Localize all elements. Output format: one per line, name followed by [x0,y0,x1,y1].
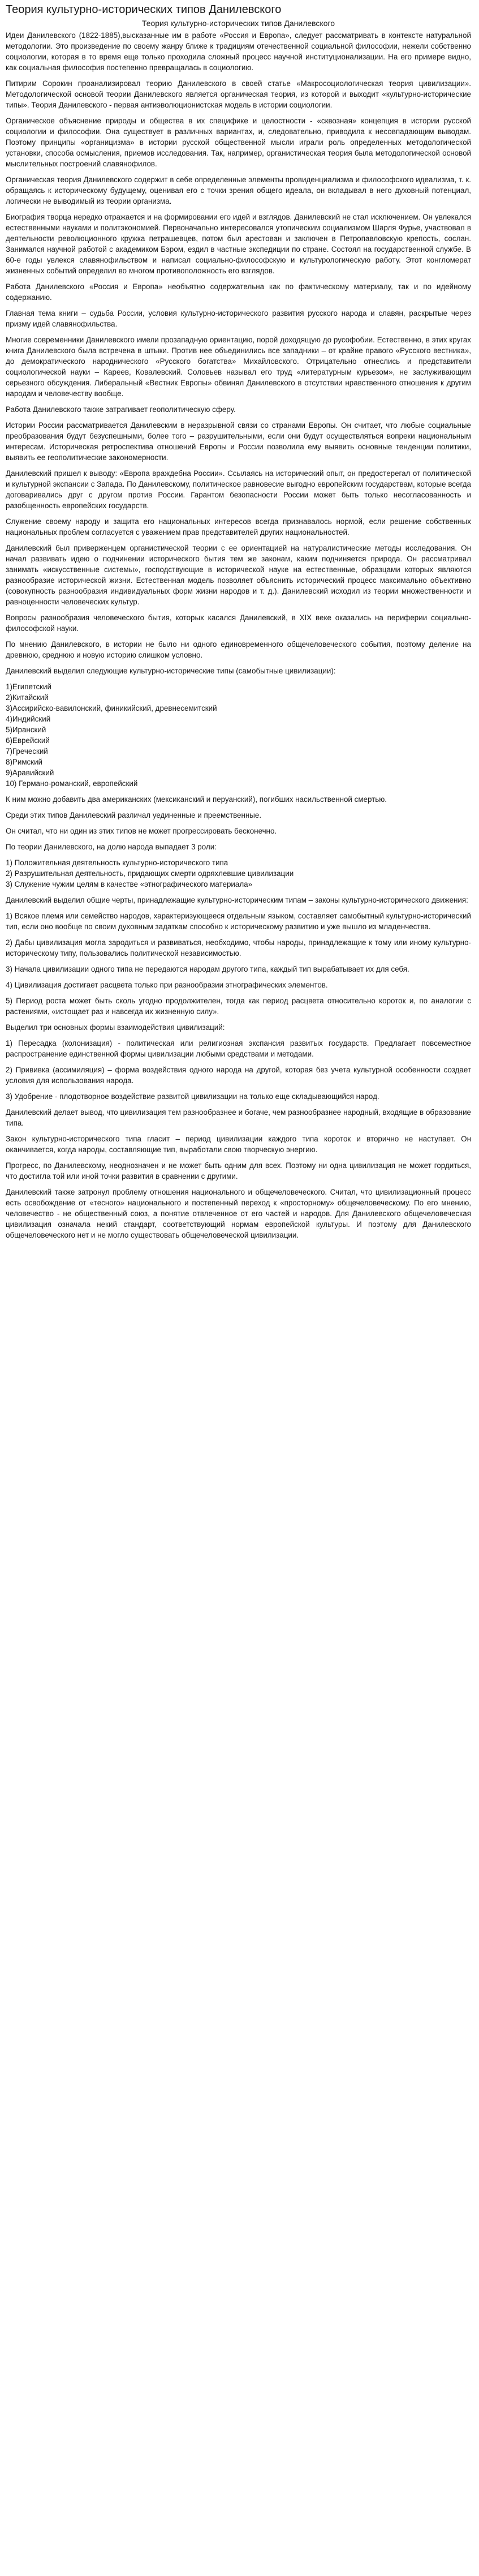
paragraph: 3) Начала цивилизации одного типа не передаются народам другого типа, каждый тип вырабатывает их для себя. [6,965,409,973]
paragraph: Главная тема книги – судьба России, условия культурно-исторического развития русского народа и славян, раскрытые через призму идей славянофильства. [6,309,471,328]
paragraph: Среди этих типов Данилевский различал уединенные и преемственные. [6,811,262,819]
paragraph: Прогресс, по Данилевскому, неоднозначен и не может быть одним для всех. Поэтому ни одна цивилизация не может гордиться, что достигла той или иной точки развития в сравнении с другими. [6,1161,471,1180]
paragraph: Данилевский пришел к выводу: «Европа враждебна России». Ссылаясь на исторический опыт, он предостерегал от политической и культурной экспансии с Запада. По Данилевскому, политическое равновесие выгодно европейским государствам, которые всегда договаривались друг с другом против России. Гарантом безопасности России может быть только несогласованность и разобщенность европейских государств. [6,469,471,510]
paragraph: 1) Пересадка (колонизация) - политическая или религиозная экспансия развитых государств. Предлагает повсеместное распространение единственной формы цивилизации любыми средствами и методами. [6,1039,471,1058]
list-item: 6)Еврейский [6,736,50,745]
list-item: 1)Египетский [6,682,51,691]
paragraph: Работа Данилевского также затрагивает геополитическую сферу. [6,405,236,414]
paragraph: По мнению Данилевского, в истории не было ни одного единовременного общечеловеческого события, поэтому деление на древнюю, среднюю и новую историю слишком условно. [6,640,471,659]
paragraph: Идеи Данилевского (1822-1885),высказанные им в работе «Россия и Европа», следует рассматривать в контексте натуральной методологии. Это произведение по своему жанру ближе к традициям отечественной социальной философии, нежели собственно социологии, которая в то время еще только проходила сложный процесс научной институционализации. На его примере видно, как социальная философия постепенно превращалась в социологию. [6,31,471,72]
paragraph: 2) Прививка (ассимиляция) – форма воздействия одного народа на другой, которая без учета культурной особенности создает условия для использования народа. [6,1066,471,1085]
paragraph: Данилевский выделил следующие культурно-исторические типы (самобытные цивилизации): [6,667,336,675]
list-item: 1) Положительная деятельность культурно-исторического типа [6,858,228,867]
paragraph: Многие современники Данилевского имели прозападную ориентацию, порой доходящую до русофобии. Естественно, в этих кругах книга Данилевского была встречена в штыки. Против нее объединились все западники – от крайне правого «Русского вестника», до демократического народнического «Русского богатства» Михайловского. Отрицательно отнеслись и представители социологической науки – Кареев, Ковалевский. Соловьев называл его труд «литературным курьезом», не заслуживающим серьезного обсуждения. Либеральный «Вестник Европы» обвинял Данилевского в отсутствии нравственного отношения к другим народам и человечеству вообще. [6,336,471,398]
paragraph: Он считал, что ни один из этих типов не может прогрессировать бесконечно. [6,827,277,835]
list-item: 2) Разрушительная деятельность, придающих смерти одряхлевшие цивилизации [6,869,294,878]
paragraph: 5) Период роста может быть сколь угодно продолжителен, тогда как период расцвета относительно короток и, по аналогии с растениями, «истощает раз и навсегда их жизненную силу». [6,997,471,1016]
paragraph: 4) Цивилизация достигает расцвета только при разнообразии этнографических элементов. [6,981,328,989]
paragraph: 2) Дабы цивилизация могла зародиться и развиваться, необходимо, чтобы народы, принадлежащие к тому или иному культурно-историческому типу, пользовались политической независимостью. [6,938,471,958]
article-subtitle: Теория культурно-исторических типов Данилевского [141,19,335,28]
list-item: 10) Германо-романский, европейский [6,779,138,788]
list-item: 3)Ассирийско-вавилонский, финикийский, древнесемитский [6,704,217,712]
paragraph: Данилевский также затронул проблему отношения национального и общечеловеческого. Считал, что цивилизационный процесс есть освобождение от «тесного» национального и постепенный переход к «просторному» общечеловеческому. По его мнению, человечество - не общественный союз, а понятие отвлеченное от его частей и народов. Для Данилевского общечеловеческая цивилизация означала некий стандарт, соответствующий нормам европейской культуры. И поэтому для Данилевского общечеловеческого нет и не могло существовать общечеловеческой цивилизации. [6,1188,471,1239]
paragraph: Биография творца нередко отражается и на формировании его идей и взглядов. Данилевский не стал исключением. Он увлекался естественными науками и политэкономией. Первоначально интересовался утопическим социализмом Шарля Фурье, участвовал в деятельности революционного кружка петрашевцев, потом был арестован и заключен в Петропавловскую крепость, сослан. Занимался научной работой с академиком Бэром, ездил в частные экспедиции по стране. Состоял на государственной службе. В 60-е годы увлекся славянофильством и написал социально-философскую и культурологическую работу. Этот конгломерат жизненных событий определил во многом противоположность его взглядов. [6,213,471,275]
paragraph: Питирим Сорокин проанализировал теорию Данилевского в своей статье «Макросоциологическая теория цивилизации». Методологической основой теории Данилевского является органическая теория, из которой и выходит «культурно-исторические типы». Теория Данилевского - первая антиэволюционистская модель в истории социологии. [6,79,471,109]
roles-list [6,857,471,890]
paragraph: Истории России рассматривается Данилевским в неразрывной связи со странами Европы. Он считает, что любые социальные преобразования будут безуспешными, более того – разрушительными, если они будут осуществляться вопреки национальным интересам. Историческая ретроспектива отношений Европы и России позволила ему выявить основные тенденции политики, выявить ее геополитические закономерности. [6,421,471,462]
article [0,0,479,1251]
paragraph: Органическое объяснение природы и общества в их специфике и целостности - «сквозная» концепция в истории русской социологии и философии. Она существует в различных вариантах, и, следовательно, приводила к несовпадающим выводам. Поэтому принципы «органицизма» в истории русской общественной мысли играли роль определенных методологической установки, способа осмысления, приемов исследования. Так, например, органистическая теория была методологической основой мыслительных построений славянофилов. [6,117,471,168]
paragraph: Данилевский выделил общие черты, принадлежащие культурно-историческим типам – законы культурно-исторического движения: [6,896,468,904]
civilization-types-list [6,681,471,789]
page-title: Теория культурно-исторических типов Данилевского [6,3,282,16]
paragraph: К ним можно добавить два американских (мексиканский и перуанский), погибших насильственной смертью. [6,795,387,804]
list-item: 9)Аравийский [6,768,54,777]
paragraph: Органическая теория Данилевского содержит в себе определенные элементы провиденциализма и философского идеализма, т. к. обращаясь к историческому будущему, оценивая его с точки зрения общего идеала, он вкладывал в него духовный потенциал, логически не выводимый из теории организма. [6,175,471,205]
paragraph: Работа Данилевского «Россия и Европа» необъятно содержательна как по фактическому материалу, так и по идейному содержанию. [6,282,471,302]
list-item: 7)Греческий [6,747,48,755]
paragraph: Выделил три основных формы взаимодействия цивилизаций: [6,1023,225,1032]
paragraph: Вопросы разнообразия человеческого бытия, которых касался Данилевский, в XIX веке оказались на периферии социально-философской науки. [6,613,471,633]
paragraph: Закон культурно-исторического типа гласит – период цивилизации каждого типа короток и вторично не наступает. Он оканчивается, когда народы, составляющие тип, выработали свою творческую энергию. [6,1135,471,1154]
list-item: 4)Индийский [6,715,51,723]
list-item: 2)Китайский [6,693,49,702]
list-item: 3) Служение чужим целям в качестве «этнографического материала» [6,880,253,888]
list-item: 5)Иранский [6,725,46,734]
paragraph: 3) Удобрение - плодотворное воздействие развитой цивилизации на только еще складывающийся народ. [6,1092,379,1101]
paragraph: 1) Всякое племя или семейство народов, характеризующееся отдельным языком, составляет самобытный культурно-исторический тип, если оно вообще по своим духовным задаткам способно к историческому развитию и уже вышло из младенчества. [6,912,471,931]
paragraph: Служение своему народу и защита его национальных интересов всегда признавалось нормой, если решение собственных национальных проблем согласуется с уважением прав представителей других национальностей. [6,517,471,536]
list-item: 8)Римский [6,758,43,766]
paragraph: По теории Данилевского, на долю народа выпадает 3 роли: [6,843,217,851]
paragraph: Данилевский делает вывод, что цивилизация тем разнообразнее и богаче, чем разнообразнее народный, входящие в образование типа. [6,1108,471,1127]
paragraph: Данилевский был приверженцем органистической теории с ее ориентацией на натуралистические методы исследования. Он начал развивать идею о подчинении исторического бытия тем же законам, каким подчиняется природа. Он рассматривал занимать «искусственные системы», господствующие в исторической науке на естественные, образцами которых являются разнообразие исторической жизни. Естественная модель позволяет объяснить исторический процесс максимально объективно (совокупность разнообразия индивидуальных форм жизни народов и т. д.). Данилевский исходил из теории множественности и равноценности человеческих культур. [6,544,471,606]
